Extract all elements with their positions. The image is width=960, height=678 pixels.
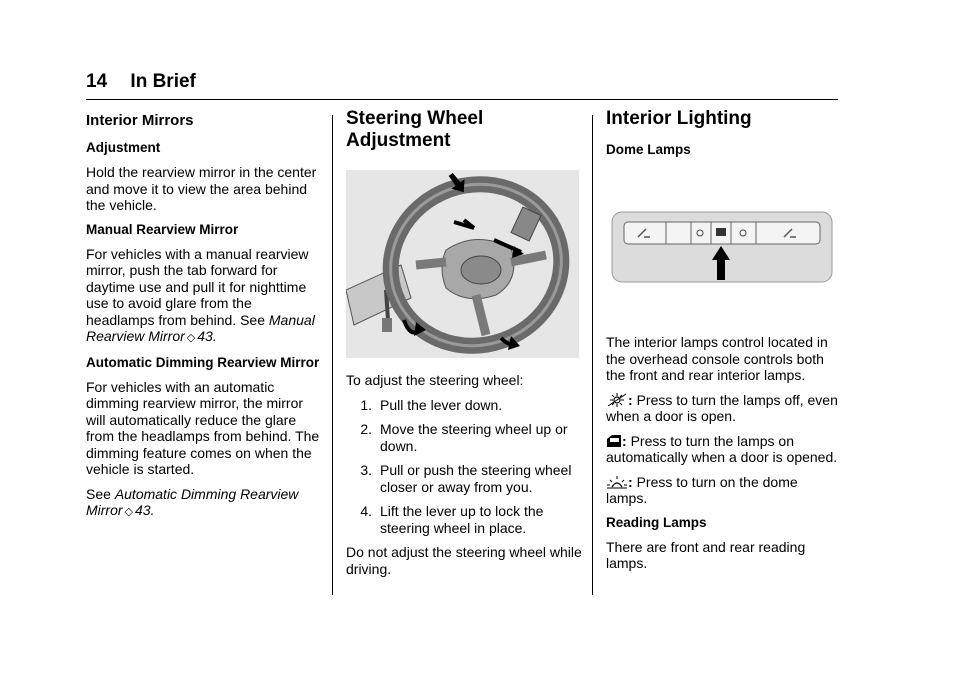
steering-steps <box>346 397 582 537</box>
step-number: 1. <box>360 396 372 413</box>
column-divider-left <box>332 115 333 595</box>
steering-wheel-illustration <box>346 170 579 358</box>
dome-lamps-heading: Dome Lamps <box>606 142 691 157</box>
list-item <box>346 397 582 414</box>
interior-lighting-column <box>606 108 842 580</box>
lamp-off-icon <box>606 393 628 407</box>
auto-mirror-text: For vehicles with an automatic dimming rearview mirror, the mirror will automatically reduce the glare from the headlamps from behind. The dimming feature comes on when the vehicle is started. <box>86 378 320 477</box>
dome-item-separator: : <box>628 473 633 490</box>
auto-mirror-heading: Automatic Dimming Rearview Mirror <box>86 354 320 370</box>
auto-mirror-see-prefix: See <box>86 485 111 502</box>
step-text: Lift the lever up to lock the steering wheel in place. <box>380 503 544 536</box>
reading-lamps-text: There are front and rear reading lamps. <box>606 538 806 571</box>
reading-lamps-heading: Reading Lamps <box>606 514 707 530</box>
auto-mirror-see <box>86 486 320 521</box>
manual-mirror-body: For vehicles with a manual rearview mirror, push the tab forward for daytime use and pull it for nighttime use to avoid glare from the headlamps from behind. See <box>86 245 309 328</box>
steering-wheel-icon <box>346 170 579 358</box>
dome-item-text: Press to turn on the dome lamps. <box>606 473 798 506</box>
dome-item-dome-on <box>606 474 842 507</box>
dome-item-lamp-off <box>606 392 842 425</box>
steering-note: Do not adjust the steering wheel while driving. <box>346 544 582 577</box>
reference-arrow-icon: ◇ <box>186 332 196 344</box>
manual-mirror-ref-page: 43 <box>197 328 213 344</box>
steering-wheel-title-line1: Steering Wheel <box>346 108 484 129</box>
adjustment-text: Hold the rearview mirror in the center and move it to view the area behind the vehicle. <box>86 164 317 213</box>
steering-intro: To adjust the steering wheel: <box>346 372 524 388</box>
interior-mirrors-column <box>86 108 320 529</box>
steering-wheel-title-line2: Adjustment <box>346 130 451 151</box>
manual-mirror-ref-suffix: . <box>212 328 217 344</box>
step-text: Pull or push the steering wheel closer or away from you. <box>380 462 572 495</box>
dome-item-separator: : <box>628 391 633 408</box>
dome-item-door <box>606 433 842 466</box>
adjustment-heading: Adjustment <box>86 140 161 155</box>
dome-on-icon <box>606 475 628 489</box>
interior-lighting-title: Interior Lighting <box>606 108 752 129</box>
step-number: 3. <box>360 462 372 478</box>
page-header <box>86 70 196 94</box>
auto-mirror-ref-page: 43 <box>135 502 151 518</box>
step-number: 2. <box>360 421 372 437</box>
step-number: 4. <box>360 503 372 519</box>
reference-arrow-icon: ◇ <box>124 506 134 518</box>
list-item <box>346 462 582 495</box>
column-divider-right <box>592 115 593 595</box>
auto-mirror-link[interactable] <box>86 486 298 519</box>
overhead-console-icon <box>606 204 842 304</box>
dome-intro: The interior lamps control located in the overhead console controls both the front and rear interior lamps. <box>606 334 828 383</box>
dome-lamp-console-illustration <box>606 204 842 304</box>
auto-mirror-ref-suffix: . <box>150 502 155 518</box>
dome-item-separator: : <box>622 432 627 449</box>
interior-mirrors-title: Interior Mirrors <box>86 112 194 129</box>
manual-mirror-ref-title: Manual Rearview Mirror <box>86 311 315 344</box>
manual-mirror-text <box>86 246 320 347</box>
page-title: In Brief <box>130 71 196 92</box>
step-text: Move the steering wheel up or down. <box>380 421 568 454</box>
auto-mirror-ref-title: Automatic Dimming Rearview Mirror <box>86 485 299 518</box>
list-item <box>346 503 582 536</box>
dome-item-text: Press to turn the lamps on automatically when a door is opened. <box>606 432 838 465</box>
dome-item-text: Press to turn the lamps off, even when a door is open. <box>606 391 838 424</box>
manual-mirror-heading: Manual Rearview Mirror <box>86 221 239 237</box>
header-rule <box>86 99 838 100</box>
door-icon <box>606 434 622 448</box>
list-item <box>346 421 582 454</box>
step-text: Pull the lever down. <box>380 396 503 413</box>
steering-wheel-column <box>346 108 582 585</box>
page-number: 14 <box>86 71 108 92</box>
